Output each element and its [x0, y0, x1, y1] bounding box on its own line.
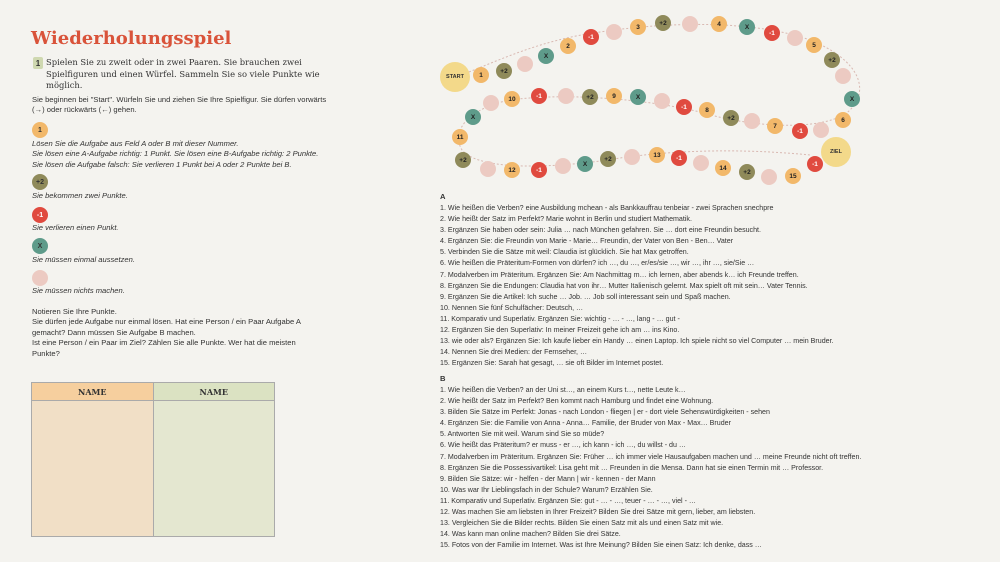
list-item: 4. Ergänzen Sie: die Familie von Anna - Anna… Familie, der Bruder von Max - Max… Bruder	[440, 419, 731, 428]
board-field: -1	[792, 123, 808, 139]
legend-minus1-badge: -1	[32, 207, 48, 223]
board-field: +2	[723, 110, 739, 126]
rules-notes	[32, 307, 352, 359]
list-item: 8. Ergänzen Sie die Endungen: Claudia hat von ihr… Mutter Italienisch gelernt. Max spielt oft mit sein… Vater Tennis.	[440, 281, 808, 290]
start-instructions: Sie beginnen bei "Start". Würfeln Sie und ziehen Sie Ihre Spielfigur. Sie dürfen vorwärts (→) oder rückwärts (←) gehen.	[32, 95, 327, 115]
board-pause-field	[480, 161, 496, 177]
board-field: -1	[671, 150, 687, 166]
legend-plus2-text: Sie bekommen zwei Punkte.	[32, 191, 128, 200]
board-field: 10	[504, 91, 520, 107]
board-pause-field	[761, 169, 777, 185]
list-item: 12. Was machen Sie am liebsten in Ihrer Freizeit? Bilden Sie drei Sätze mit gern, lieber, am liebsten.	[440, 508, 756, 517]
score-column-body[interactable]	[32, 401, 153, 536]
list-item: 12. Ergänzen Sie den Superlativ: In meiner Freizeit gehe ich am … ins Kino.	[440, 326, 680, 335]
board-pause-field	[682, 16, 698, 32]
board-pause-field	[744, 113, 760, 129]
list-item: 15. Fotos von der Familie im Internet. Was ist Ihre Meinung? Bilden Sie einen Satz: Ich denke, dass …	[440, 541, 762, 550]
board-field: 14	[715, 160, 731, 176]
task-number-badge: 1	[33, 57, 43, 69]
task-instructions: Spielen Sie zu zweit oder in zwei Paaren. Sie brauchen zwei Spielfiguren und einen Würfel. Sammeln Sie so viele Punkte wie möglich.	[46, 57, 320, 90]
board-field: -1	[583, 29, 599, 45]
list-item: 2. Wie heißt der Satz im Perfekt? Marie wohnt in Berlin und studiert Mathematik.	[440, 215, 692, 224]
list-item: 7. Modalverben im Präteritum. Ergänzen Sie: Am Nachmittag m… ich lernen, aber abends k… ich Freunde treffen.	[440, 270, 799, 279]
board-field: 7	[767, 118, 783, 134]
list-item: 2. Wie heißt der Satz im Perfekt? Ben kommt nach Hamburg und findet eine Wohnung.	[440, 397, 714, 406]
list-item: 13. Vergleichen Sie die Bilder rechts. Bilden Sie einen Satz mit als und einen Satz mit wie.	[440, 519, 724, 528]
list-item: 9. Bilden Sie Sätze: wir - helfen - der Mann | wir - kennen - der Mann	[440, 474, 656, 483]
section-a-label: A	[440, 192, 446, 201]
list-item: 10. Nennen Sie fünf Schulfächer: Deutsch, …	[440, 303, 584, 312]
list-item: 7. Modalverben im Präteritum. Ergänzen Sie: Früher … ich immer viele Hausaufgaben machen und … meine Freunde nicht oft treffen.	[440, 452, 862, 461]
board-pause-field	[606, 24, 622, 40]
list-item: 1. Wie heißen die Verben? eine Ausbildung mchean - als Bankkauffrau tenbeiar - zwei Sprachen snechpre	[440, 204, 774, 212]
section-b-list	[440, 385, 960, 551]
rules-line: Notieren Sie Ihre Punkte.	[32, 307, 117, 316]
score-column-2	[153, 383, 275, 536]
list-item: 8. Ergänzen Sie die Possessivartikel: Lisa geht mit … Freunden in die Mensa. Dann hat sie einen Termin mit … Professor.	[440, 463, 824, 472]
board-field: 15	[785, 168, 801, 184]
board-field: X	[577, 156, 593, 172]
list-item: 6. Wie heißt das Präteritum? er muss - er …, ich kann - ich …, du willst - du …	[440, 441, 686, 450]
board-start: START	[440, 62, 470, 92]
score-column-1	[32, 383, 153, 536]
board-field: 5	[806, 37, 822, 53]
board-field: -1	[807, 156, 823, 172]
rules-line: Punkte?	[32, 348, 60, 358]
board-field: -1	[531, 162, 547, 178]
board-field: 8	[699, 102, 715, 118]
board-field: -1	[531, 88, 547, 104]
board-pause-field	[558, 88, 574, 104]
board-field: +2	[582, 89, 598, 105]
legend-pause-text: Sie müssen nichts machen.	[32, 286, 125, 295]
list-item: 4. Ergänzen Sie: die Freundin von Marie - Marie… Freundin, der Vater von Ben - Ben… Vater	[440, 237, 734, 246]
board-field: 11	[452, 129, 468, 145]
board-field: X	[844, 91, 860, 107]
board-pause-field	[787, 30, 803, 46]
board-field: 3	[630, 19, 646, 35]
board-field: +2	[496, 63, 512, 79]
legend-number-badge: 1	[32, 122, 48, 138]
list-item: 1. Wie heißen die Verben? an der Uni st…, an einem Kurs t…, nette Leute k…	[440, 386, 686, 394]
list-item: 5. Verbinden Sie die Sätze mit weil: Claudia ist glücklich. Sie hat Max getroffen.	[440, 248, 689, 257]
board-pause-field	[813, 122, 829, 138]
list-item: 3. Ergänzen Sie haben oder sein: Julia … nach München gefahren. Sie … dort eine Freundin besucht.	[440, 226, 761, 235]
board-field: +2	[600, 151, 616, 167]
board-field: X	[538, 48, 554, 64]
board-field: -1	[764, 25, 780, 41]
board-field: +2	[655, 15, 671, 31]
board-field: -1	[676, 99, 692, 115]
board-field: X	[739, 19, 755, 35]
list-item: 9. Ergänzen Sie die Artikel: Ich suche … Job. … Job soll interessant sein und Spaß machen.	[440, 292, 731, 301]
list-item: 10. Was war Ihr Lieblingsfach in der Schule? Warum? Erzählen Sie.	[440, 485, 653, 494]
list-item: 15. Ergänzen Sie: Sarah hat gesagt, … sie oft Bilder im Internet postet.	[440, 359, 664, 368]
board-field: 2	[560, 38, 576, 54]
list-item: 6. Wie heißen die Präteritum-Formen von dürfen? ich …, du …, er/es/sie …, wir …, ihr …, sie/Sie …	[440, 259, 755, 268]
list-item: 14. Was kann man online machen? Bilden Sie drei Sätze.	[440, 530, 621, 539]
board-field: 1	[473, 67, 489, 83]
board-field: 9	[606, 88, 622, 104]
section-a-list	[440, 203, 960, 369]
board-pause-field	[624, 149, 640, 165]
legend-minus1-text: Sie verlieren einen Punkt.	[32, 223, 119, 232]
list-item: 13. wie oder als? Ergänzen Sie: Ich kaufe lieber ein Handy … einen Laptop. Ich spiele nicht so viel Computer … mein Bruder.	[440, 337, 834, 346]
list-item: 11. Komparativ und Superlativ. Ergänzen Sie: wichtig - … - …, lang - … gut -	[440, 314, 680, 323]
board-field: X	[630, 89, 646, 105]
board-pause-field	[835, 68, 851, 84]
list-item: 3. Bilden Sie Sätze im Perfekt: Jonas - nach London - fliegen | er - dort viele Sehenswürdigkeiten - sehen	[440, 408, 770, 417]
rules-line: Sie dürfen jede Aufgabe nur einmal lösen. Hat eine Person / ein Paar Aufgabe A	[32, 317, 301, 327]
board-field: 12	[504, 162, 520, 178]
rules-line: gemacht? Dann müssen Sie Aufgabe B machen.	[32, 327, 196, 337]
legend-number-line: Lösen Sie die Aufgabe aus Feld A oder B mit dieser Nummer.	[32, 139, 239, 148]
board-pause-field	[483, 95, 499, 111]
legend-number-text	[32, 139, 332, 170]
legend-number-line: Sie lösen die Aufgabe falsch: Sie verlieren 1 Punkt bei A oder 2 Punkte bei B.	[32, 159, 292, 169]
board-field: +2	[455, 152, 471, 168]
board-goal: ZIEL	[821, 137, 851, 167]
board-field: 4	[711, 16, 727, 32]
score-table	[31, 382, 275, 537]
score-column-header: NAME	[32, 383, 153, 401]
legend-pause-badge	[32, 270, 48, 286]
board-pause-field	[517, 56, 533, 72]
list-item: 14. Nennen Sie drei Medien: der Fernseher, …	[440, 348, 588, 357]
board-pause-field	[555, 158, 571, 174]
score-column-body[interactable]	[154, 401, 275, 536]
board-pause-field	[693, 155, 709, 171]
page-title: Wiederholungsspiel	[31, 28, 232, 49]
legend-number-line: Sie lösen eine A-Aufgabe richtig: 1 Punkt. Sie lösen eine B-Aufgabe richtig: 2 Punkte.	[32, 149, 319, 159]
list-item: 5. Antworten Sie mit weil. Warum sind Sie so müde?	[440, 430, 605, 439]
legend-x-badge: X	[32, 238, 48, 254]
board-field: +2	[739, 164, 755, 180]
board-field: 6	[835, 112, 851, 128]
rules-line: Ist eine Person / ein Paar im Ziel? Zählen Sie alle Punkte. Wer hat die meisten	[32, 338, 296, 348]
legend-plus2-badge: +2	[32, 174, 48, 190]
legend-x-text: Sie müssen einmal aussetzen.	[32, 255, 135, 264]
board-field: +2	[824, 52, 840, 68]
board-field: X	[465, 109, 481, 125]
score-column-header: NAME	[154, 383, 275, 401]
board-pause-field	[654, 93, 670, 109]
section-b-label: B	[440, 374, 446, 383]
board-field: 13	[649, 147, 665, 163]
list-item: 11. Komparativ und Superlativ. Ergänzen Sie: gut - … - …, teuer - … - …, viel - …	[440, 496, 696, 505]
